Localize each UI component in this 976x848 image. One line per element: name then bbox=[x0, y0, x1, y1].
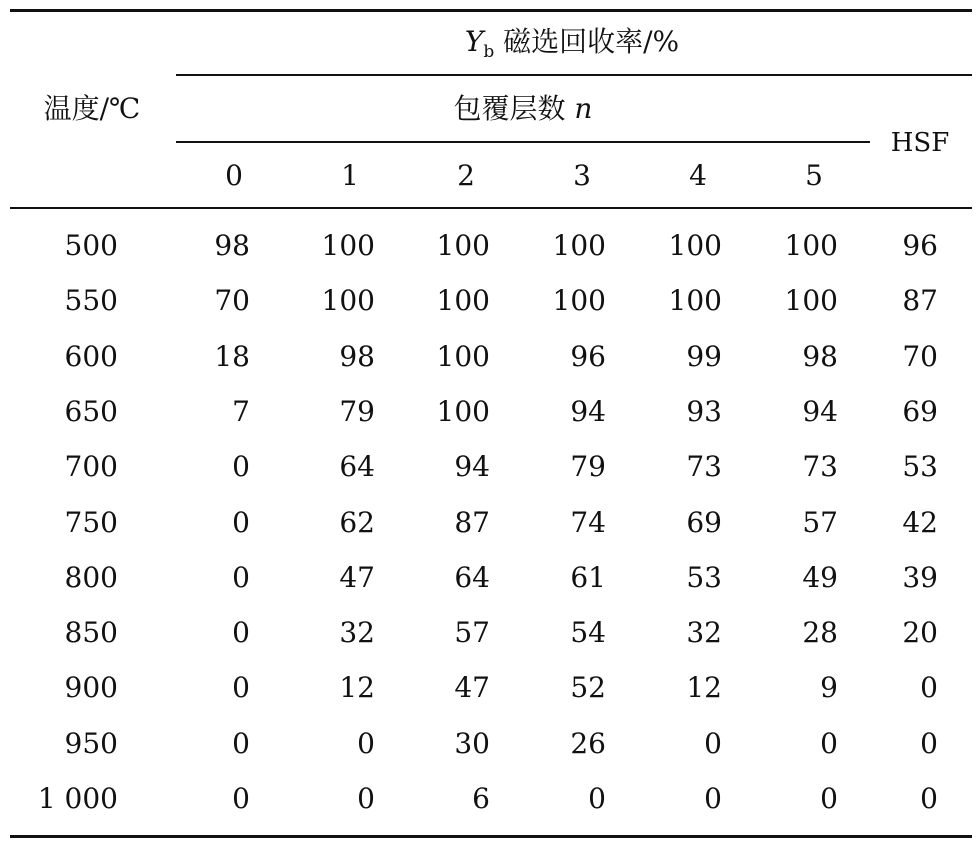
recovery-cell: 73 bbox=[686, 450, 722, 483]
recovery-cell: 93 bbox=[686, 395, 722, 428]
recovery-cell: 100 bbox=[436, 340, 490, 373]
recovery-cell: 87 bbox=[454, 506, 490, 539]
layer-column-header: 4 bbox=[689, 159, 707, 192]
recovery-cell: 47 bbox=[454, 671, 490, 704]
temperature-cell: 800 bbox=[64, 561, 118, 594]
hsf-header-label: HSF bbox=[890, 128, 950, 158]
recovery-cell: 26 bbox=[570, 727, 606, 760]
recovery-cell: 100 bbox=[321, 229, 375, 262]
recovery-cell: 57 bbox=[454, 616, 490, 649]
recovery-cell: 100 bbox=[784, 284, 838, 317]
main-header-subscript: b bbox=[483, 42, 495, 62]
temperature-cell: 750 bbox=[64, 506, 118, 539]
header-rule-1 bbox=[176, 74, 972, 76]
stub-header-label: 温度/℃ bbox=[43, 92, 141, 125]
temperature-cell: 650 bbox=[64, 395, 118, 428]
layer-column-header: 3 bbox=[573, 159, 591, 192]
recovery-cell: 52 bbox=[570, 671, 606, 704]
recovery-cell: 0 bbox=[704, 727, 722, 760]
recovery-cell: 47 bbox=[339, 561, 375, 594]
recovery-cell: 98 bbox=[214, 229, 250, 262]
recovery-cell: 0 bbox=[588, 782, 606, 815]
recovery-cell: 70 bbox=[214, 284, 250, 317]
hsf-cell: 0 bbox=[920, 782, 938, 815]
recovery-cell: 98 bbox=[802, 340, 838, 373]
recovery-cell: 69 bbox=[686, 506, 722, 539]
recovery-cell: 73 bbox=[802, 450, 838, 483]
recovery-cell: 0 bbox=[232, 616, 250, 649]
recovery-cell: 54 bbox=[570, 616, 606, 649]
recovery-cell: 61 bbox=[570, 561, 606, 594]
main-header-text: 磁选回收率/% bbox=[494, 25, 680, 58]
sub-header-text: 包覆层数 bbox=[453, 92, 575, 125]
main-header-recovery bbox=[465, 26, 679, 68]
recovery-cell: 57 bbox=[802, 506, 838, 539]
recovery-cell: 53 bbox=[686, 561, 722, 594]
recovery-cell: 79 bbox=[570, 450, 606, 483]
recovery-cell: 0 bbox=[820, 782, 838, 815]
recovery-cell: 0 bbox=[232, 506, 250, 539]
recovery-cell: 94 bbox=[570, 395, 606, 428]
hsf-header bbox=[891, 127, 950, 159]
recovery-cell: 99 bbox=[686, 340, 722, 373]
hsf-cell: 96 bbox=[902, 229, 938, 262]
recovery-cell: 9 bbox=[820, 671, 838, 704]
hsf-cell: 53 bbox=[902, 450, 938, 483]
recovery-cell: 100 bbox=[668, 284, 722, 317]
recovery-cell: 32 bbox=[686, 616, 722, 649]
sub-header-variable: n bbox=[574, 92, 593, 125]
temperature-cell: 700 bbox=[64, 450, 118, 483]
temperature-cell: 850 bbox=[64, 616, 118, 649]
recovery-cell: 18 bbox=[214, 340, 250, 373]
recovery-cell: 0 bbox=[357, 727, 375, 760]
recovery-cell: 0 bbox=[232, 782, 250, 815]
recovery-cell: 0 bbox=[820, 727, 838, 760]
hsf-cell: 0 bbox=[920, 727, 938, 760]
recovery-cell: 79 bbox=[339, 395, 375, 428]
recovery-cell: 0 bbox=[232, 561, 250, 594]
recovery-cell: 0 bbox=[357, 782, 375, 815]
recovery-cell: 49 bbox=[802, 561, 838, 594]
recovery-cell: 64 bbox=[339, 450, 375, 483]
header-bottom-rule bbox=[10, 207, 972, 209]
recovery-cell: 100 bbox=[668, 229, 722, 262]
recovery-cell: 100 bbox=[321, 284, 375, 317]
temperature-cell: 550 bbox=[64, 284, 118, 317]
recovery-cell: 0 bbox=[232, 450, 250, 483]
recovery-cell: 64 bbox=[454, 561, 490, 594]
recovery-cell: 100 bbox=[436, 229, 490, 262]
bottom-rule bbox=[10, 835, 972, 838]
recovery-cell: 28 bbox=[802, 616, 838, 649]
recovery-cell: 96 bbox=[570, 340, 606, 373]
recovery-cell: 6 bbox=[472, 782, 490, 815]
hsf-cell: 0 bbox=[920, 671, 938, 704]
layer-column-header: 5 bbox=[805, 159, 823, 192]
recovery-cell: 7 bbox=[232, 395, 250, 428]
hsf-cell: 42 bbox=[902, 506, 938, 539]
recovery-cell: 100 bbox=[436, 395, 490, 428]
recovery-cell: 12 bbox=[339, 671, 375, 704]
recovery-cell: 100 bbox=[784, 229, 838, 262]
recovery-cell: 62 bbox=[339, 506, 375, 539]
recovery-cell: 100 bbox=[552, 284, 606, 317]
recovery-cell: 100 bbox=[552, 229, 606, 262]
recovery-cell: 98 bbox=[339, 340, 375, 373]
layer-column-header: 2 bbox=[457, 159, 475, 192]
recovery-cell: 32 bbox=[339, 616, 375, 649]
hsf-cell: 39 bbox=[902, 561, 938, 594]
recovery-cell: 0 bbox=[704, 782, 722, 815]
hsf-cell: 70 bbox=[902, 340, 938, 373]
recovery-cell: 74 bbox=[570, 506, 606, 539]
recovery-cell: 94 bbox=[454, 450, 490, 483]
top-rule bbox=[10, 9, 972, 12]
hsf-cell: 87 bbox=[902, 284, 938, 317]
temperature-cell: 600 bbox=[64, 340, 118, 373]
layer-column-header: 1 bbox=[341, 159, 359, 192]
stub-header-temperature bbox=[44, 93, 141, 125]
temperature-cell: 950 bbox=[64, 727, 118, 760]
temperature-cell: 1 000 bbox=[37, 782, 118, 815]
layer-column-header: 0 bbox=[225, 159, 243, 192]
recovery-cell: 0 bbox=[232, 671, 250, 704]
header-rule-2 bbox=[176, 141, 870, 143]
hsf-cell: 20 bbox=[902, 616, 938, 649]
temperature-cell: 900 bbox=[64, 671, 118, 704]
recovery-cell: 94 bbox=[802, 395, 838, 428]
recovery-cell: 0 bbox=[232, 727, 250, 760]
recovery-cell: 100 bbox=[436, 284, 490, 317]
recovery-cell: 30 bbox=[454, 727, 490, 760]
temperature-cell: 500 bbox=[64, 229, 118, 262]
hsf-cell: 69 bbox=[902, 395, 938, 428]
sub-header-layers bbox=[454, 93, 593, 125]
recovery-cell: 12 bbox=[686, 671, 722, 704]
main-header-symbol: Y bbox=[464, 25, 484, 58]
